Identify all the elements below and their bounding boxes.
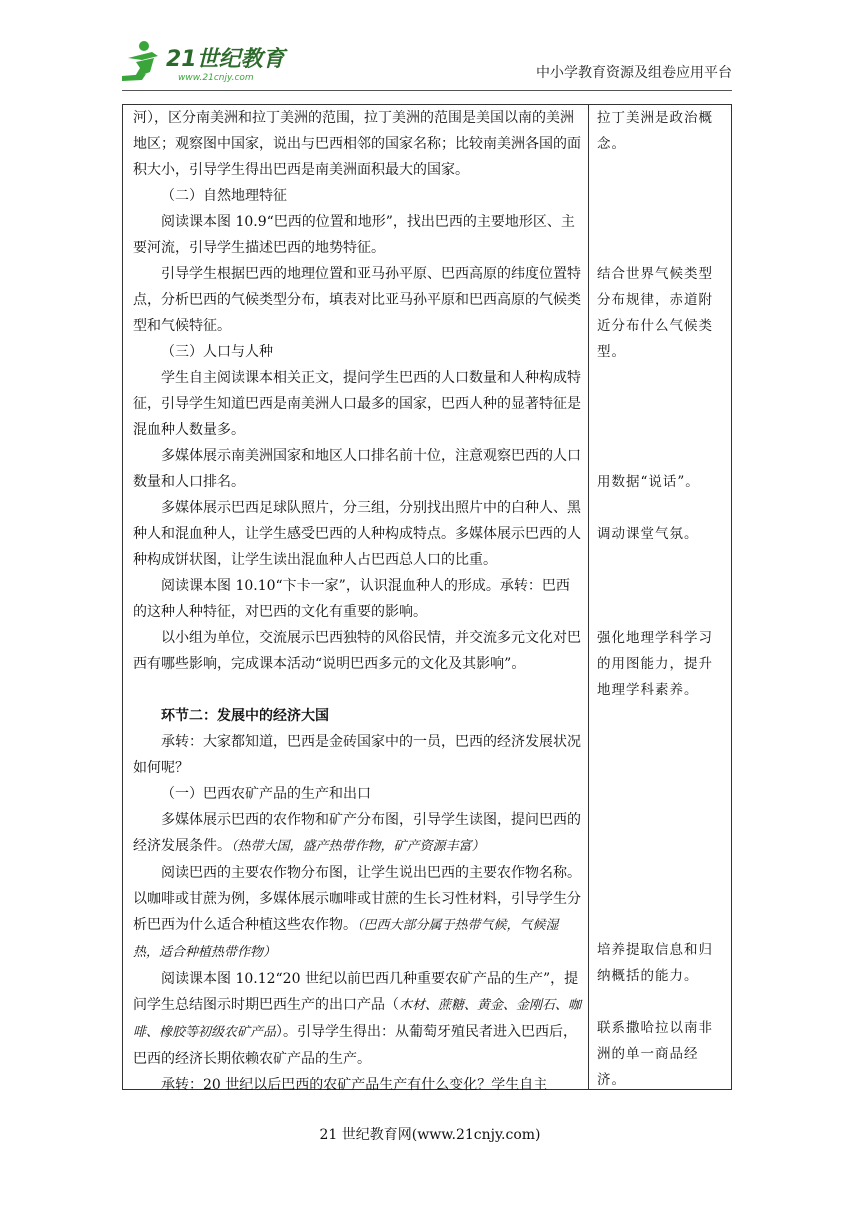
paragraph: 承转：20 世纪以后巴西的农矿产品生产有什么变化？学生自主 [161,1077,548,1093]
paragraph: 阅读课本图 10.10“卞卡一家”，认识混血种人的形成。承转：巴西的这种人种特征，对巴西的文化有重要的影响。 [133,578,570,620]
paragraph [133,860,583,966]
side-note: 结合世界气候类型分布规律，赤道附近分布什么气候类型。 [597,266,713,360]
paragraph: 河），区分南美洲和拉丁美洲的范围，拉丁美洲的范围是美国以南的美洲地区；观察图中国家，说出与巴西相邻的国家名称；比较南美洲各国的面积大小，引导学生得出巴西是南美洲面积最大的国家。 [133,110,581,178]
platform-title: 中小学教育资源及组卷应用平台 [536,65,732,81]
page-header [122,38,732,90]
paragraph: 以小组为单位，交流展示巴西独特的风俗民情，并交流多元文化对巴西有哪些影响，完成课本活动“说明巴西多元的文化及其影响”。 [133,630,581,672]
paragraph: 多媒体展示南美洲国家和地区人口排名前十位，注意观察巴西的人口数量和人口排名。 [133,448,581,490]
column-divider [588,105,589,1089]
paragraph [133,966,583,1072]
main-column [133,105,583,1098]
header-divider [122,90,732,91]
paragraph: 多媒体展示巴西足球队照片，分三组，分别找出照片中的白种人、黑种人和混血种人，让学生感受巴西的人种构成特点。多媒体展示巴西的人种构成饼状图，让学生读出混血种人占巴西总人口的比重。 [133,500,581,568]
subheading: （三）人口与人种 [161,344,273,360]
logo-text: 21世纪教育 [166,47,285,72]
paragraph-text: 阅读课本图 10.12“20 世纪以前巴西几种重要农矿产品的生产”，提问学生总结图示时期巴西生产的出口产品（ [133,971,579,1013]
paragraph: 阅读课本图 10.9“巴西的位置和地形”，找出巴西的主要地形区、主要河流，引导学生描述巴西的地势特征。 [133,214,575,256]
side-note: 调动课堂气氛。 [597,526,699,542]
site-logo [122,38,292,84]
paragraph-text: 多媒体展示巴西的农作物和矿产分布图，引导学生读图，提问巴西的经济发展条件。 [133,812,581,854]
answer-note: 木材、蔗糖、黄金、金刚石、咖啡、橡胶等初级农矿产品 [133,998,582,1040]
paragraph [133,807,583,860]
paragraph: 承转：大家都知道，巴西是金砖国家中的一员，巴西的经济发展状况如何呢？ [133,734,581,776]
side-note: 联系撒哈拉以南非洲的单一商品经济。 [597,1020,713,1088]
section-heading: 环节二：发展中的经济大国 [161,708,329,724]
paragraph: 学生自主阅读课本相关正文，提问学生巴西的人口数量和人种构成特征，引导学生知道巴西是南美洲人口最多的国家，巴西人种的显著特征是混血种人数量多。 [133,370,581,438]
subheading: （二）自然地理特征 [161,188,287,204]
page-footer: 21 世纪教育网(www.21cnjy.com) [319,1127,541,1143]
logo-url: www.21cnjy.com [178,73,254,83]
side-note: 拉丁美洲是政治概念。 [597,110,713,152]
lesson-table [122,104,732,1093]
answer-note: （巴西大部分属于热带气候，气候湿热，适合种植热带作物） [133,918,559,960]
subheading: （一）巴西农矿产品的生产和出口 [161,786,371,802]
paragraph: 引导学生根据巴西的地理位置和亚马孙平原、巴西高原的纬度位置特点，分析巴西的气候类型分布，填表对比亚马孙平原和巴西高原的气候类型和气候特征。 [133,266,581,334]
side-note: 培养提取信息和归纳概括的能力。 [597,942,713,984]
paragraph-text: 阅读巴西的主要农作物分布图，让学生说出巴西的主要农作物名称。以咖啡或甘蔗为例，多媒体展示咖啡或甘蔗的生长习性材料，引导学生分析巴西为什么适合种植这些农作物。 [133,865,581,933]
paragraph-text: ）。引导学生得出：从葡萄牙殖民者进入巴西后，巴西的经济长期依赖农矿产品的生产。 [133,1024,578,1067]
side-note: 强化地理学科学习的用图能力，提升地理学科素养。 [597,630,713,698]
side-note: 用数据“说话”。 [597,474,700,490]
answer-note: （热带大国，盛产热带作物，矿产资源丰富） [231,839,485,854]
